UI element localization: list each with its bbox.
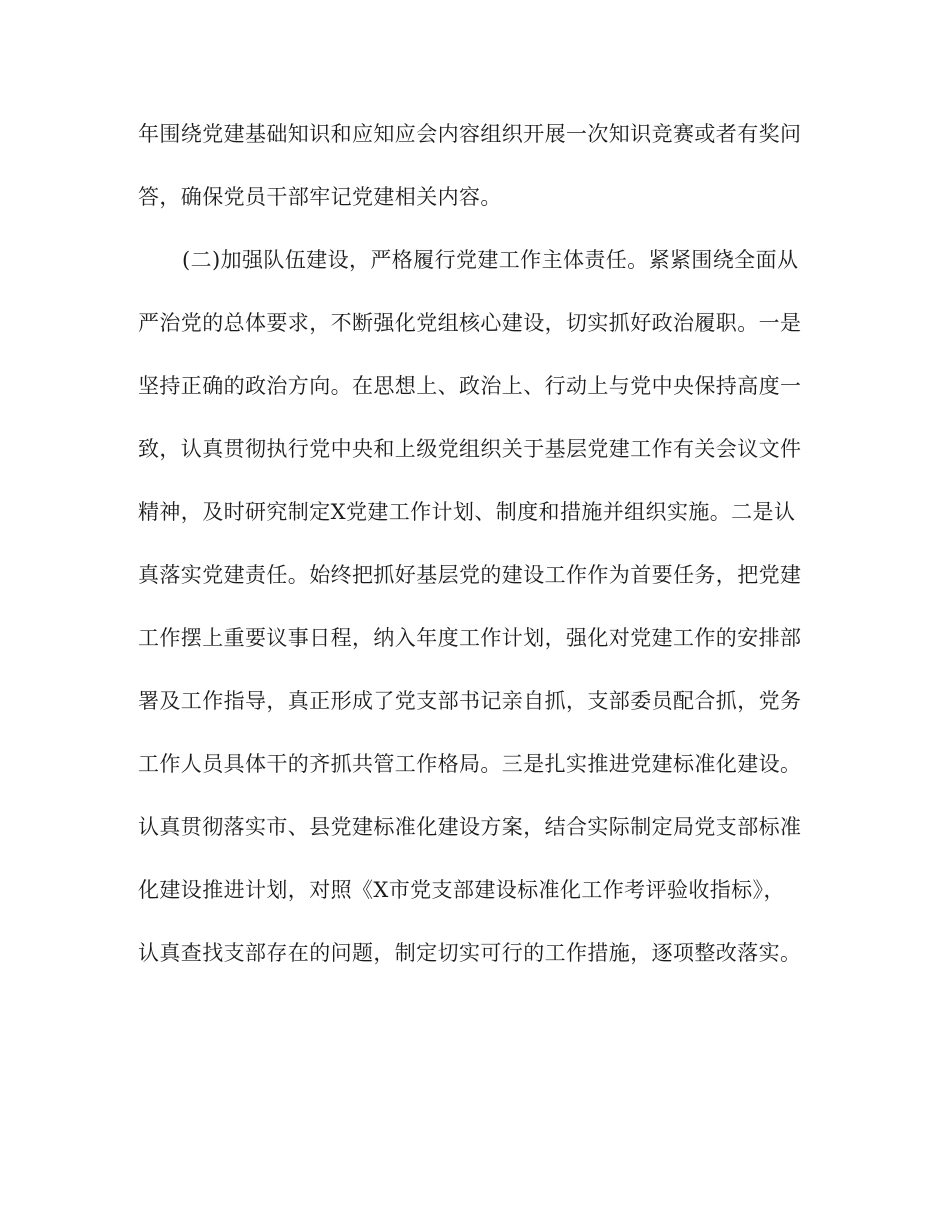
text-line-7: 精神，及时研究制定X党建工作计划、制度和措施并组织实施。二是认 [138,500,796,524]
text-line-8: 真落实党建责任。始终把抓好基层党的建设工作作为首要任务，把党建 [138,563,802,587]
text-line-10: 署及工作指导，真正形成了党支部书记亲自抓，支部委员配合抓，党务 [138,689,802,713]
text-line-12: 认真贯彻落实市、县党建标准化建设方案，结合实际制定局党支部标准 [138,815,802,839]
text-line-11: 工作人员具体干的齐抓共管工作格局。三是扎实推进党建标准化建设。 [138,752,802,776]
text-line-6: 致，认真贯彻执行党中央和上级党组织关于基层党建工作有关会议文件 [138,437,802,461]
text-line-9: 工作摆上重要议事日程，纳入年度工作计划，强化对党建工作的安排部 [138,626,802,650]
text-line-3: (二)加强队伍建设，严格履行党建工作主体责任。紧紧围绕全面从 [182,248,799,272]
text-line-2: 答，确保党员干部牢记党建相关内容。 [138,185,502,209]
text-line-5: 坚持正确的政治方向。在思想上、政治上、行动上与党中央保持高度一 [138,374,802,398]
text-line-4: 严治党的总体要求，不断强化党组核心建设，切实抓好政治履职。一是 [138,311,802,335]
text-line-1: 年围绕党建基础知识和应知应会内容组织开展一次知识竞赛或者有奖问 [138,122,802,146]
text-line-14: 认真查找支部存在的问题，制定切实可行的工作措施，逐项整改落实。 [138,941,802,965]
text-line-13: 化建设推进计划，对照《X市党支部建设标准化工作考评验收指标》， [138,878,785,902]
body-text [138,122,818,1004]
